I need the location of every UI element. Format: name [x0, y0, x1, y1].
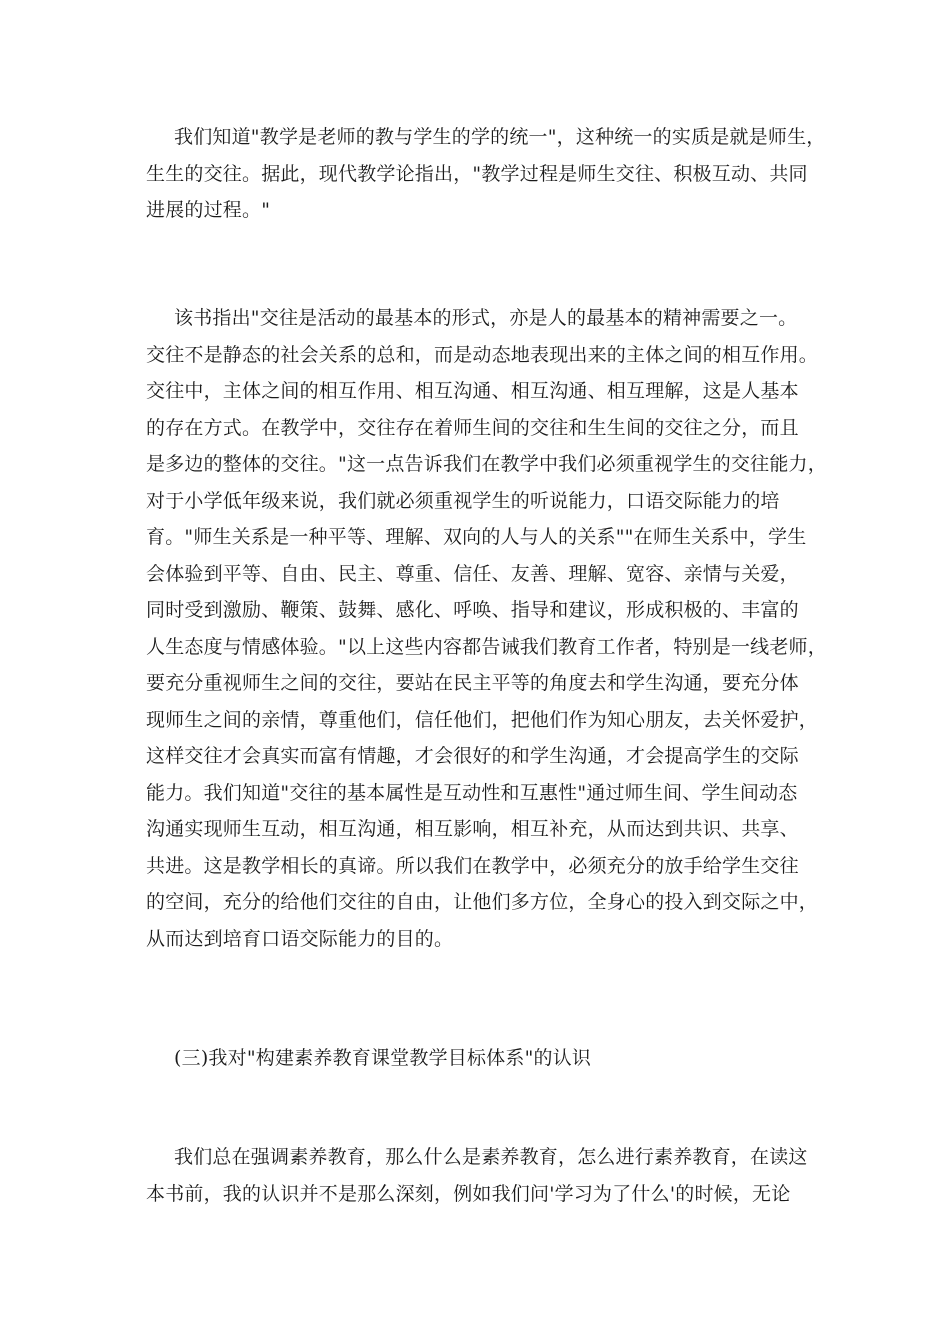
- text-line: 沟通实现师生互动，相互沟通，相互影响，相互补充，从而达到共识、共享、: [146, 818, 799, 840]
- section-heading-text: (三)我对"构建素养教育课堂教学目标体系"的认识: [174, 1047, 592, 1069]
- text-line: 会体验到平等、自由、民主、尊重、信任、友善、理解、宽容、亲情与关爱，: [146, 562, 799, 585]
- paragraph-teaching-unity: [146, 119, 826, 229]
- text-line: 从而达到培育口语交际能力的目的。: [146, 927, 454, 950]
- text-line: 进展的过程。": [146, 199, 271, 221]
- text-line: 是多边的整体的交往。"这一点告诉我们在教学中我们必须重视学生的交往能力，: [146, 453, 827, 475]
- text-line: 能力。我们知道"交往的基本属性是互动性和互惠性"通过师生间、学生间动态: [146, 781, 798, 804]
- text-line: 该书指出"交往是活动的最基本的形式，亦是人的最基本的精神需要之一。: [174, 307, 798, 329]
- text-line: 我们知道"教学是老师的教与学生的学的统一"，这种统一的实质是就是师生，: [174, 126, 826, 148]
- text-line: 共进。这是教学相长的真谛。所以我们在教学中，必须充分的放手给学生交往: [146, 854, 799, 877]
- text-line: 育。"师生关系是一种平等、理解、双向的人与人的关系""在师生关系中，学生: [146, 526, 807, 548]
- text-line: 要充分重视师生之间的交往，要站在民主平等的角度去和学生沟通，要充分体: [146, 672, 799, 694]
- paragraph-interaction: [146, 300, 826, 957]
- text-line: 交往不是静态的社会关系的总和，而是动态地表现出来的主体之间的相互作用。: [146, 343, 819, 366]
- text-line: 我们总在强调素养教育，那么什么是素养教育，怎么进行素养教育，在读这: [174, 1146, 808, 1168]
- section-heading: [146, 1040, 826, 1077]
- text-line: 对于小学低年级来说，我们就必须重视学生的听说能力，口语交际能力的培: [146, 489, 780, 512]
- text-line: 交往中，主体之间的相互作用、相互沟通、相互沟通、相互理解，这是人基本: [146, 380, 799, 402]
- text-line: 本书前，我的认识并不是那么深刻，例如我们问'学习为了什么'的时候，无论: [146, 1182, 791, 1205]
- text-line: 生生的交往。据此，现代教学论指出，"教学过程是师生交往、积极互动、共同: [146, 162, 808, 185]
- text-line: 的空间，充分的给他们交往的自由，让他们多方位，全身心的投入到交际之中，: [146, 891, 819, 913]
- text-line: 的存在方式。在教学中，交往存在着师生间的交往和生生间的交往之分，而且: [146, 416, 799, 439]
- text-line: 人生态度与情感体验。"以上这些内容都告诫我们教育工作者，特别是一线老师，: [146, 635, 827, 658]
- paragraph-quality-education: [146, 1139, 826, 1212]
- text-line: 这样交往才会真实而富有情趣，才会很好的和学生沟通，才会提高学生的交际: [146, 745, 799, 767]
- text-line: 同时受到激励、鞭策、鼓舞、感化、呼唤、指导和建议，形成积极的、丰富的: [146, 599, 799, 621]
- text-line: 现师生之间的亲情，尊重他们，信任他们，把他们作为知心朋友，去关怀爱护，: [146, 708, 819, 731]
